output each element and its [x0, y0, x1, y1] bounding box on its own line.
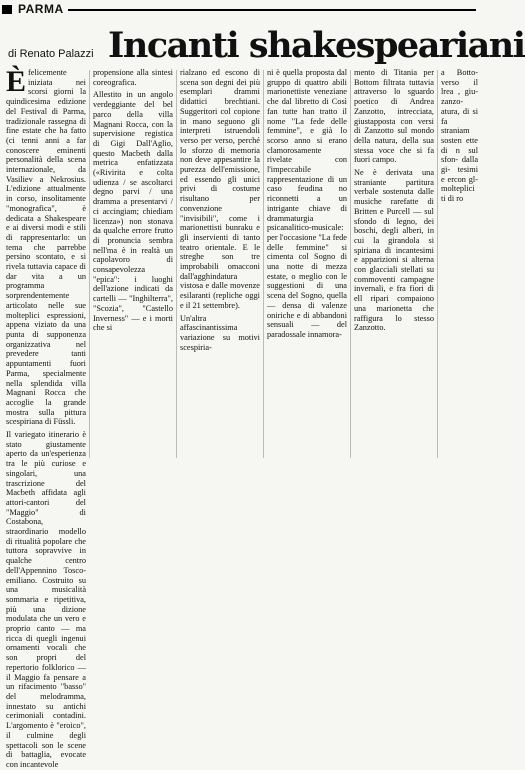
- column-divider: [89, 70, 90, 458]
- paragraph: Un'altra affascinantissima variazione su motivi scespiria-: [180, 313, 260, 352]
- article-title: Incanti shakespeariani: [108, 25, 525, 66]
- drop-cap: È: [6, 65, 27, 98]
- column-4: [267, 68, 347, 460]
- paragraph: Il variegato itinerario è stato giustamente aperto da un'esperienza tra le più curiose e singolari, una trascrizione del Macbeth affidata agli attori-cantori del "Maggio" di Costabona, straordinario modello di ritualità popolare che tuttora sopravvive in qualche centro dell'Appennino Tosco-emiliano. Costruito su una musicalità sommaria e ripetitiva, più una dizione modulata che un vero e proprio canto — ma ricca di quegli ingenui ornamenti vocali che son propri del repertorio folklorico — il Maggio fa pensare a un rifacimento "basso" del melodramma, innestato su antichi cerimoniali contadini. L'argomento è "eroico", il culmine degli spettacoli son le scene di battaglia, evocate con incantevole: [6, 430, 86, 769]
- column-divider: [263, 70, 264, 458]
- section-header: [2, 4, 476, 15]
- column-3: [180, 68, 260, 460]
- column-2: [93, 68, 173, 460]
- section-marker: [2, 5, 12, 14]
- section-rule: [68, 9, 476, 11]
- column-1: [6, 65, 86, 769]
- byline: di Renato Palazzi: [8, 48, 94, 60]
- column-6-cut: [441, 68, 478, 460]
- section-name: PARMA: [18, 2, 64, 16]
- paragraph: ni è quella proposta dal gruppo di quattro abili marionettiste veneziane che dal libretto di Così fan tutte han tratto il nome "La fede delle femmine", e già lo scorso anno si erano clamorosamente rivelate con l'impeccabile rappresentazione di un caso feudina no riconnetti a un intrigante chiave di drammaturgia psicanalitico-musicale: per l'occasione "La fede delle femmine" si cimenta col Sogno di una notte di mezza estate, o meglio con le suggestioni di una scena del Sogno, quella — densa di valenze oniriche e di abbandoni sensuali — del paradossale innamora-: [267, 68, 347, 339]
- paragraph: propensione alla sintesi coreografica.: [93, 68, 173, 87]
- paragraph: Allestito in un angolo verdeggiante del bel parco della villa Magnani Rocca, con la supervisione registica di Gigi Dall'Aglio, questo Macbeth dalla metrica enfatizzata («Rivirita e colta udienza / se ascoltarci degno parvi / una dramma a presentarvi / ci accingiam; chiediam licenza») non stonava da qualche errore frutto di pronuncia sembra nell'ma è in realtà un capolavoro di consapevolezza "epica": i luoghi dell'azione indicati da cartelli — "Inghilterra", "Scozia", "Castello Inverness" — e i morti che si: [93, 90, 173, 333]
- column-divider: [350, 70, 351, 458]
- paragraph: a Botto- verso il lrea , giu- zanzo- atura, di si fa straniam sosten ette di n sul sfon- dalla gi- tesimi e ercon gl- molteplici ti di ro: [441, 68, 478, 204]
- paragraph: mento di Titania per Bottom filtrata tuttavia attraverso lo sguardo poetico di Andrea Zanzotto, intrecciata, giustapposta con versi di Zanzotto sul mondo della natura, della sua stessa voce che si fa fuori campo.: [354, 68, 434, 165]
- paragraph: felicemente iniziata nei scorsi giorni la quindicesima edizione del Festival di Parma, tradizionale rassegna di fine estate che ha fatto (ci tenni anni a far conoscere eminenti personalità della scena internazionale, da Vasiliev a Nekrosius. L'edizione attualmente in corso, insolitamente "monografica", è dedicata a Shakespeare e ai diversi modi e stili di rappresentarlo: un tema che parrebbe persino scontato, e si rivela tuttavia capace di dar vita a un programma sorprendentemente articolato nelle sue molteplici espressioni, appena viziato da una punta di supponenza organizzativa nel prevedere tanti appuntamenti fuori Parma, specialmente nella splendida villa Magnani Rocca che accoglie la grande mostra sulla pittura scespiriana di Füssli.: [6, 68, 86, 427]
- column-divider: [176, 70, 177, 458]
- column-5: [354, 68, 434, 460]
- paragraph: rialzano ed escono di scena son degni dei più esemplari drammi didattici brechtiani. Suggeritori col copione in mano seguono gli interpreti istruendoli verso per verso, perché lo sforzo di memoria non deve appesantire la purezza dell'emissione, ed essendo gli unici privi di costume risultano per convenzione "invisibili", come i marionettisti bunraku e gli inservienti di tanto teatro orientale. E le streghe son tre improbabili omacconi dall'agghindatura vistosa e dalle movenze esilaranti (repliche oggi e il 21 settembre).: [180, 68, 260, 310]
- paragraph: Ne è derivata una straniante partitura verbale sostenuta dalle musiche rarefatte di Britten e Purcell — sul sfondo di legno, dei boschi, degli alberi, in cui la girandola si spiriana di incantesimi e apparizioni si alterna con glacciali stellati su commoventi campagne invernali, e fra fiori di ell ripari compaiono una marionetta che raffigura lo stesso Zanzotto.: [354, 168, 434, 333]
- column-divider: [437, 70, 438, 458]
